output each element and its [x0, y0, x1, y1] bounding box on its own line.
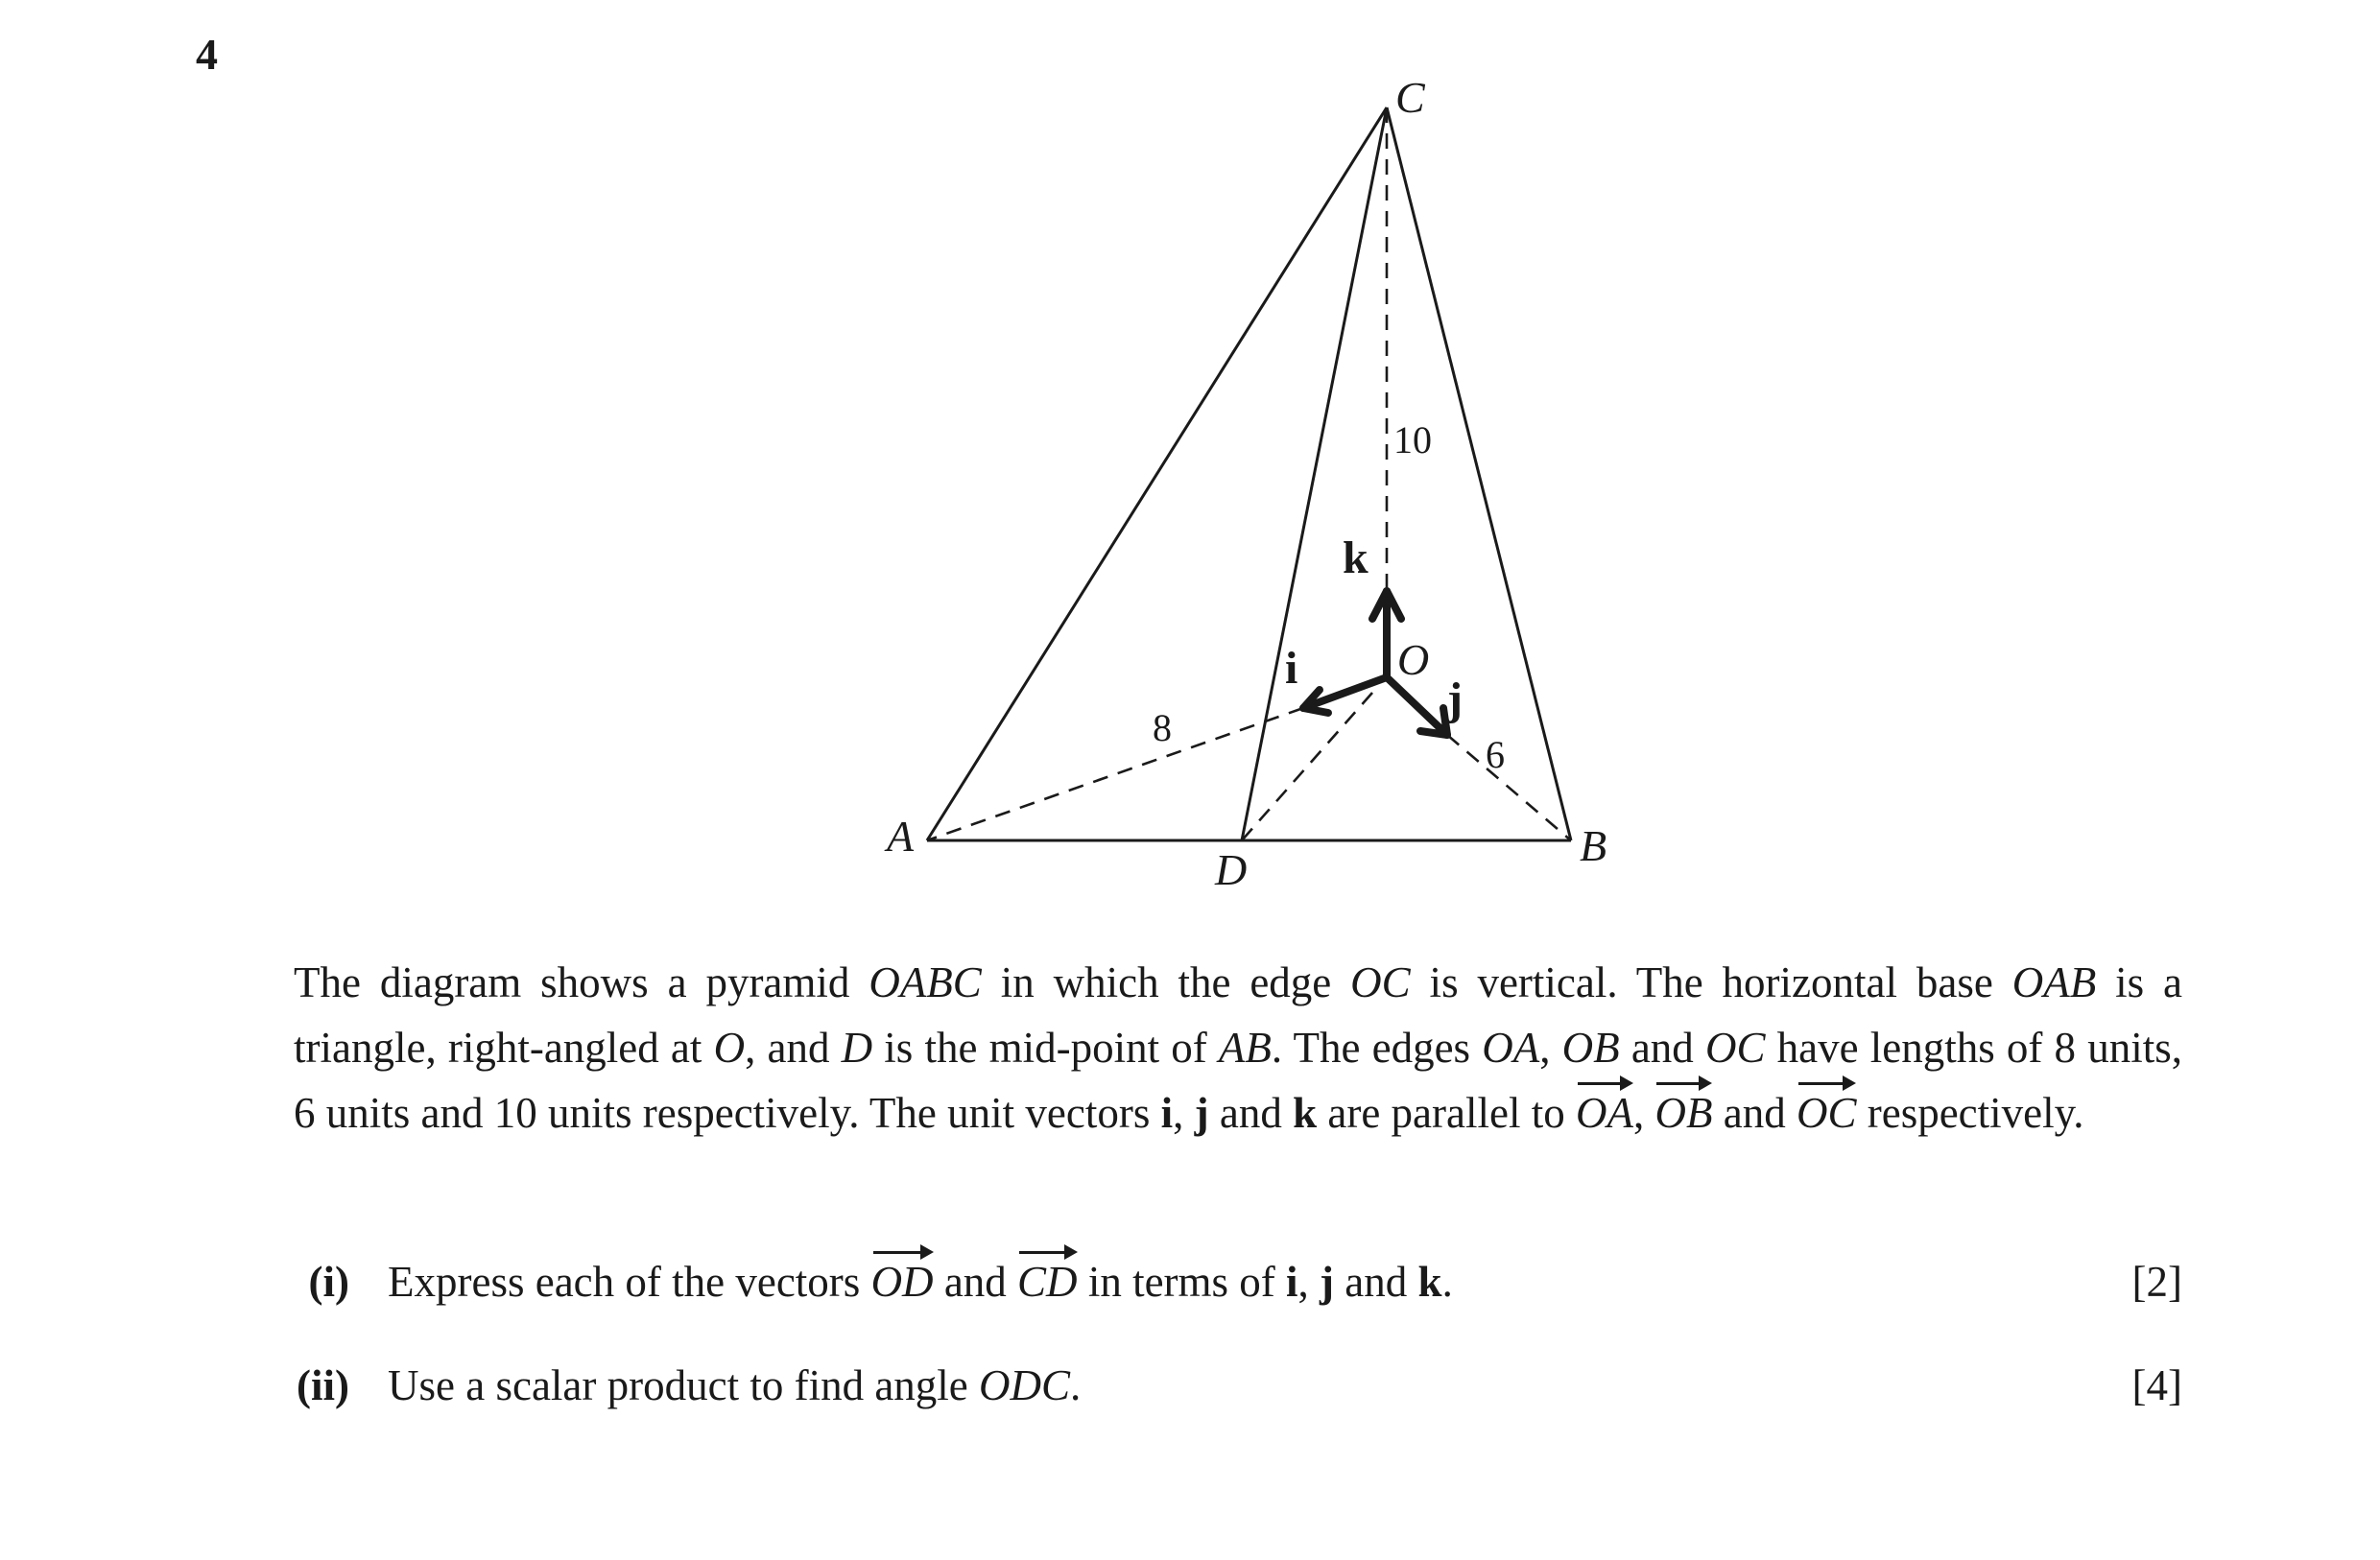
edge-cb — [1387, 107, 1571, 840]
label-k: k — [1343, 532, 1368, 583]
part-ii-number: (ii) — [297, 1361, 349, 1409]
part-i-marks: [2] — [2131, 1258, 2182, 1306]
part-i — [294, 1253, 2182, 1311]
question-number: 4 — [196, 30, 218, 79]
label-a: A — [887, 812, 915, 861]
part-i-number: (i) — [308, 1258, 349, 1306]
length-oc: 10 — [1393, 418, 1432, 461]
part-i-text: Express each of the vectors OD and CD in terms of i, j and k. — [388, 1258, 1453, 1306]
label-i: i — [1285, 643, 1298, 694]
label-c: C — [1395, 73, 1425, 122]
edge-ob-hidden — [1447, 735, 1571, 840]
length-oa: 8 — [1153, 706, 1172, 749]
vector-oa: OA — [1575, 1089, 1633, 1137]
edge-od-hidden — [1242, 693, 1372, 840]
j-arrow — [1387, 677, 1447, 735]
length-ob: 6 — [1486, 733, 1505, 776]
edge-cd — [1242, 107, 1387, 840]
vector-od: OD — [870, 1258, 934, 1306]
vector-oc: OC — [1796, 1089, 1857, 1137]
question-stem: The diagram shows a pyramid OABC in which the edge OC is vertical. The horizontal base OAB is a triangle, right-angled at O, and D is the mid-point of AB. The edges OA, OB and OC have lengths of 8 units, 6 units and 10 units respectively. The unit vectors i, j and k are parallel to OA, OB and OC respectively. — [294, 958, 2182, 1137]
part-ii-text: Use a scalar product to find angle ODC. — [388, 1361, 1082, 1409]
label-d: D — [1215, 845, 1248, 894]
part-ii-marks: [4] — [2131, 1361, 2182, 1409]
label-j: j — [1447, 674, 1463, 724]
label-b: B — [1580, 821, 1607, 870]
vector-cd: CD — [1017, 1258, 1078, 1306]
part-ii — [294, 1357, 2182, 1414]
vector-ob: OB — [1654, 1089, 1713, 1137]
label-o: O — [1397, 635, 1430, 684]
